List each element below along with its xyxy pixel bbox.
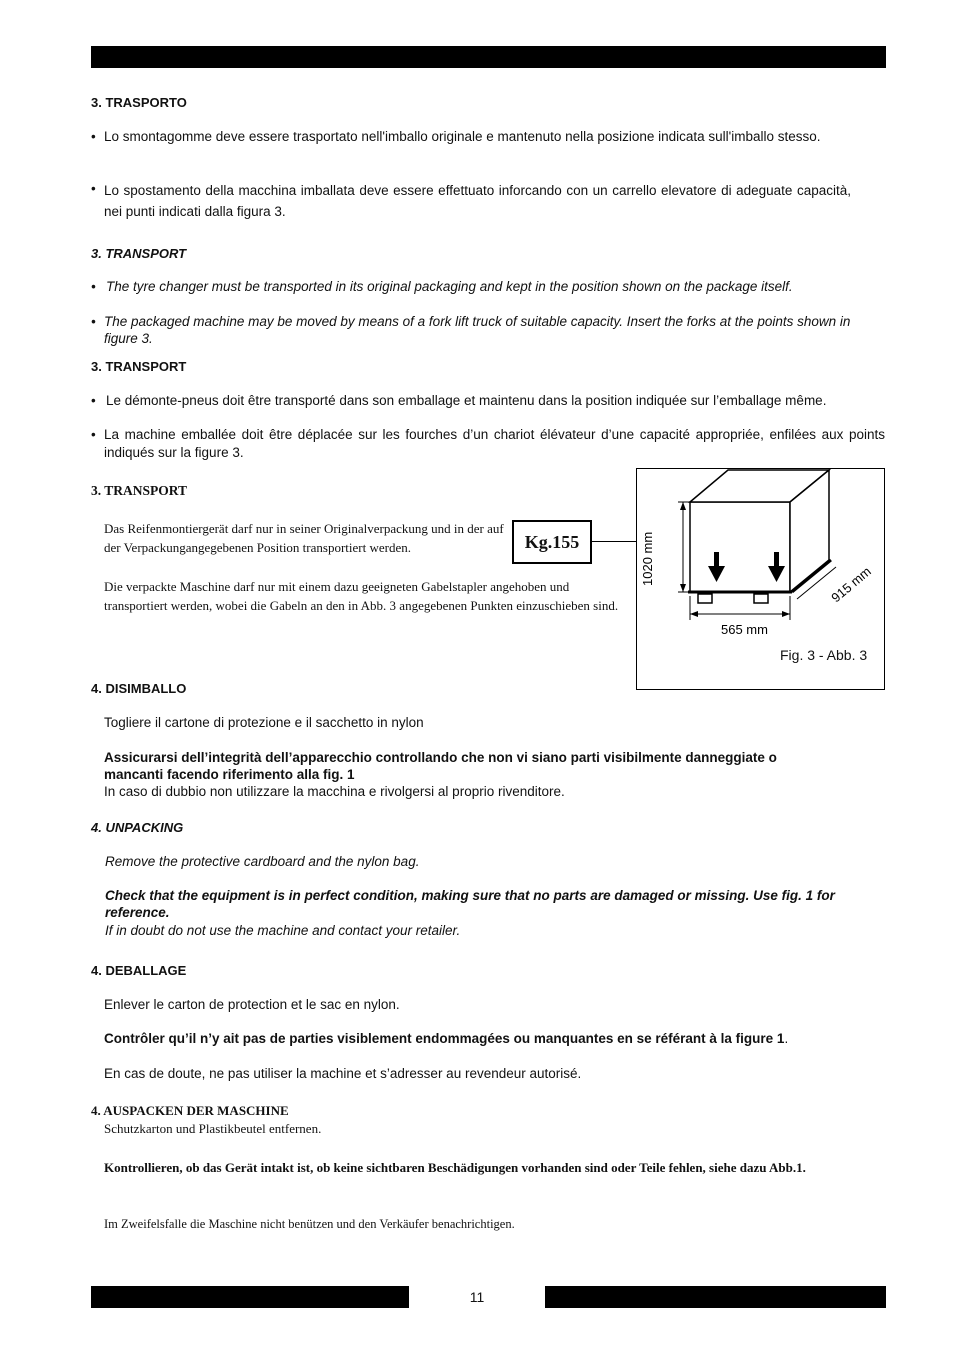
bullet-text: Lo spostamento della macchina imballata deve essere effettuato inforcando con un carrello elevatore di adeguate capacità, nei punti indicati dalla figura 3. (104, 183, 851, 219)
fr4-line2: En cas de doute, ne pas utiliser la machine et s’adresser au revendeur autorisé. (104, 1066, 582, 1081)
bullet-text: Lo smontagomme deve essere trasportato nell'imballo originale e mantenuto nella posizione indicata sull'imballo stesso. (104, 129, 821, 144)
weight-connector-line (592, 541, 637, 542)
page-number: 11 (469, 1289, 485, 1305)
depth-label: 915 mm (828, 563, 874, 606)
de4-line1: Schutzkarton und Plastikbeutel entfernen. (104, 1121, 322, 1136)
section-heading-en-transport: 3. TRANSPORT (91, 246, 187, 261)
it4-bold: Assicurarsi dell’integrità dell’apparecchio controllando che non vi siano parti visibilmente danneggiate o mancanti facendo riferimento alla fig. 1 (104, 750, 777, 782)
section-heading-de-transport: 3. TRANSPORT (91, 483, 188, 498)
de4-bold: Kontrollieren, ob das Gerät intakt ist, ob keine sichtbaren Beschädigungen vorhanden sind oder Teile fehlen, siehe dazu Abb.1. (104, 1160, 806, 1175)
fr4-bold-paragraph (104, 1030, 886, 1047)
section-heading-it-transport: 3. TRASPORTO (91, 95, 187, 110)
bullet-text: The packaged machine may be moved by means of a fork lift truck of suitable capacity. Insert the forks at the points shown in figure 3. (104, 314, 851, 346)
bullet-dot: • (91, 427, 96, 442)
figure-caption: Fig. 3 - Abb. 3 (780, 647, 868, 663)
it4-line1: Togliere il cartone di protezione e il sacchetto in nylon (104, 715, 424, 730)
de4-line2: Im Zweifelsfalle die Maschine nicht benützen und den Verkäufer benachrichtigen. (104, 1217, 515, 1231)
fork-arrow-right-shaft (774, 552, 779, 568)
bullet-text: Le démonte-pneus doit être transporté dans son emballage et maintenu dans la position indiquée sur l’emballage même. (106, 393, 827, 408)
en4-line2: If in doubt do not use the machine and contact your retailer. (105, 923, 461, 938)
bullet-text: La machine emballée doit être déplacée sur les fourches d’un chariot élévateur d’une capacité appropriée, enfilées aux points indiqués sur la figure 3. (104, 427, 885, 460)
bullet-dot: • (91, 314, 96, 329)
weight-label: Kg.155 (512, 520, 592, 564)
bullet-text: The tyre changer must be transported in its original packaging and kept in the position shown on the package itself. (106, 279, 793, 294)
section-heading-it-unpacking: 4. DISIMBALLO (91, 681, 187, 696)
de-paragraph-1: Das Reifenmontiergerät darf nur in seiner Originalverpackung und in der auf der Verpackungangegebenen Position transportiert werden. (104, 521, 504, 555)
section-heading-en-unpacking: 4. UNPACKING (91, 820, 184, 835)
pallet-foot-right (754, 594, 768, 603)
en4-line1: Remove the protective cardboard and the nylon bag. (105, 854, 420, 869)
section-heading-de-unpacking: 4. AUSPACKEN DER MASCHINE (91, 1103, 289, 1118)
bullet-dot: • (91, 181, 96, 196)
fr4-bold: Contrôler qu’il n’y ait pas de parties visiblement endommagées ou manquantes en se référant à la figure 1 (104, 1031, 785, 1046)
fork-arrow-left-shaft (714, 552, 719, 568)
width-label: 565 mm (721, 622, 768, 637)
section-heading-fr-transport: 3. TRANSPORT (91, 359, 187, 374)
fr4-bold-tail: . (784, 1031, 789, 1046)
de-paragraph-2: Die verpackte Maschine darf nur mit einem dazu geeigneten Gabelstapler angehoben und transportiert werden, wobei die Gabeln an den in Abb. 3 angegebenen Punkten einzuschieben sind. (104, 579, 619, 613)
bullet-dot: • (91, 279, 96, 294)
height-label: 1020 mm (640, 531, 655, 586)
section-heading-fr-unpacking: 4. DEBALLAGE (91, 963, 187, 978)
fr4-line1: Enlever le carton de protection et le sac en nylon. (104, 997, 400, 1012)
bullet-dot: • (91, 129, 96, 144)
header-bar (91, 46, 886, 68)
pallet-foot-left (698, 594, 712, 603)
en4-bold: Check that the equipment is in perfect condition, making sure that no parts are damaged or missing. Use fig. 1 for reference. (105, 888, 835, 920)
it4-line2: In caso di dubbio non utilizzare la macchina e rivolgersi al proprio rivenditore. (104, 784, 565, 799)
bullet-dot: • (91, 393, 96, 408)
